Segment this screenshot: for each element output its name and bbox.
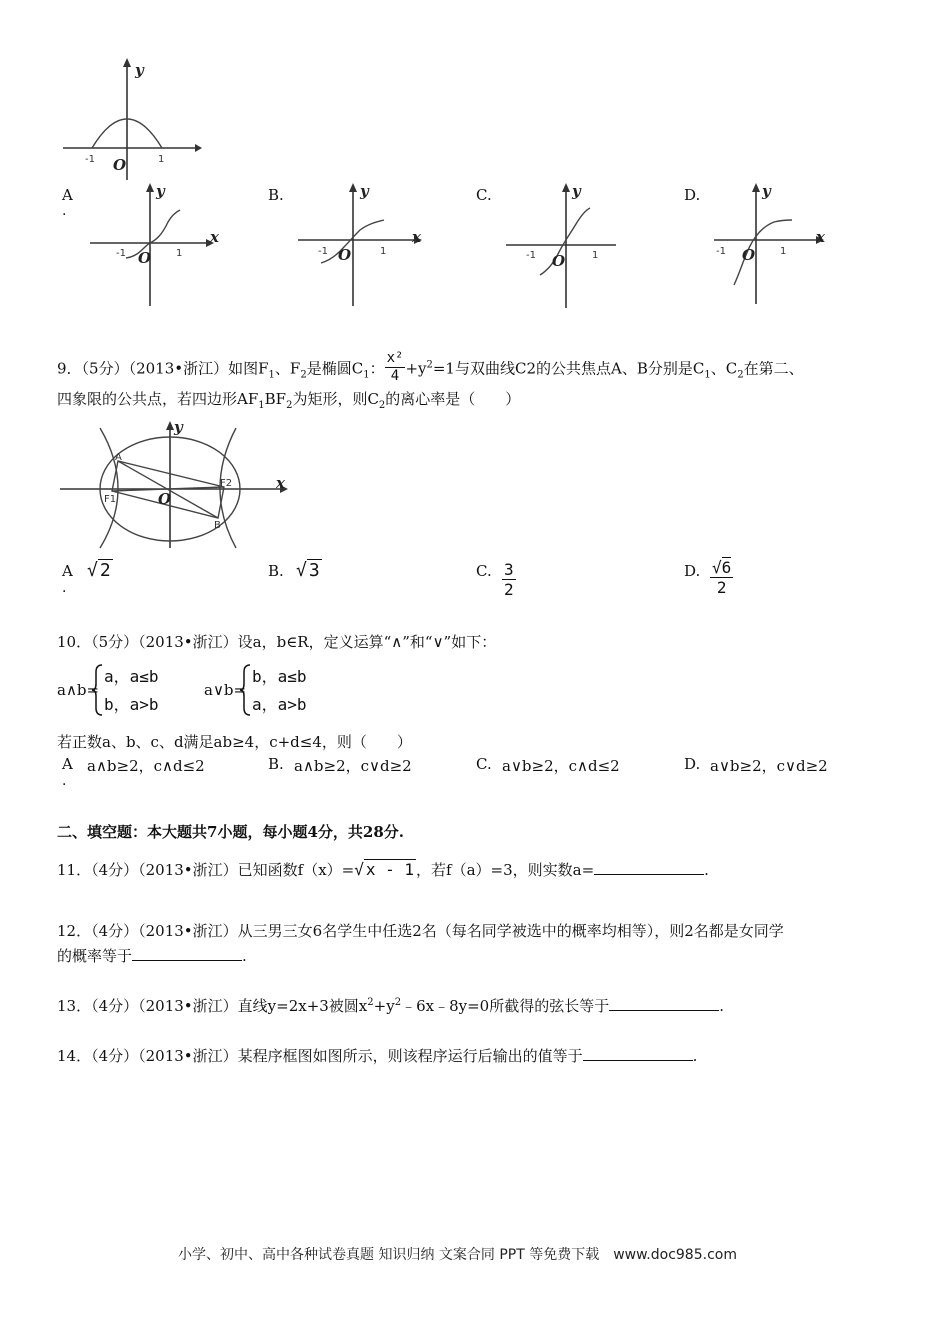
q9-ellipse-figure (58, 420, 298, 550)
y-axis-label: y (174, 418, 183, 436)
q12-stem-line2: 的概率等于 . (57, 947, 247, 965)
q10-option-a-text: a∧b≥2，c∧d≤2 (87, 757, 205, 775)
y-axis-label: y (135, 61, 144, 79)
q8-main-graph (55, 55, 205, 185)
q8-option-a-letter: A (62, 186, 73, 204)
q9-option-c-value: $\frac{3}{2}$ (504, 560, 514, 599)
tick-one: 1 (780, 246, 787, 257)
point-f2-label: F2 (220, 478, 233, 489)
tick-neg-one: -1 (116, 248, 126, 259)
q8-option-b-graph (296, 180, 431, 310)
point-a-label: A (115, 452, 122, 463)
q10-or-case1: b，a≤b (252, 667, 307, 686)
q9-option-c-letter: C. (476, 562, 492, 580)
q10-or-brace (240, 664, 252, 716)
q8-option-a-dot: . (62, 203, 67, 219)
y-axis-label: y (156, 182, 165, 200)
q12-answer-blank[interactable] (132, 946, 242, 961)
x-axis-label: x (210, 228, 219, 246)
q8-option-b-letter: B. (268, 186, 284, 204)
q8-option-d-letter: D. (684, 186, 701, 204)
tick-neg-one: -1 (85, 154, 95, 165)
q14-stem: 14．（4分）（2013•浙江）某程序框图如图所示，则该程序运行后输出的值等于 . (57, 1047, 698, 1065)
tick-one: 1 (158, 154, 165, 165)
q9-frac-den: 4 (385, 367, 406, 385)
q10-option-a-dot: . (62, 773, 67, 789)
q9-stem-line2: 四象限的公共点，若四边形$AF_1BF_2$为矩形，则$C_2$的离心率是（ ） (57, 390, 521, 411)
x-axis-label: x (412, 228, 421, 246)
q10-option-c-letter: C. (476, 755, 492, 773)
section-2-heading: 二、填空题：本大题共7小题，每小题4分，共28分. (57, 823, 404, 841)
q10-option-d-letter: D. (684, 755, 701, 773)
y-axis-label: y (762, 182, 771, 200)
page-footer: 小学、初中、高中各种试卷真题 知识归纳 文案合同 PPT 等免费下载 www.doc985.com (178, 1247, 737, 1263)
q11-radicand: x - 1 (365, 860, 415, 879)
q8-option-d-graph (712, 180, 847, 310)
q14-answer-blank[interactable] (583, 1046, 693, 1061)
q10-option-b-text: a∧b≥2，c∨d≥2 (294, 757, 412, 775)
q13-answer-blank[interactable] (609, 996, 719, 1011)
q10-condition: 若正数a、b、c、d满足ab≥4，c+d≤4，则（ ） (57, 733, 412, 751)
origin-label: O (138, 249, 152, 267)
q9-option-a-dot: . (62, 580, 67, 596)
origin-label: O (552, 252, 566, 270)
q9-option-a-letter: A (62, 562, 73, 580)
origin-label: O (338, 246, 352, 264)
q10-and-case1: a，a≤b (104, 667, 159, 686)
tick-one: 1 (176, 248, 183, 259)
q8-option-a-graph (88, 180, 223, 310)
x-axis-label: x (816, 228, 825, 246)
q9-option-b-value: √ 3 (296, 560, 320, 581)
tick-one: 1 (592, 250, 599, 261)
q9-stem-line1: 9．（5分）（2013•浙江）如图$F_1$、$F_2$是椭圆$C_1$： $\frac{\text{x²}}{4}$ $+y^2=1$与双曲线C2的公共焦点A、B分别是$C_1$、$C_2$在第二、 (57, 350, 804, 384)
q10-and-brace (92, 664, 104, 716)
point-f1-label: F1 (104, 494, 117, 505)
q10-option-b-letter: B. (268, 755, 284, 773)
y-axis-label: y (572, 182, 581, 200)
q10-or-lhs: a∨b= (204, 681, 247, 699)
origin-label: O (113, 156, 127, 174)
origin-label: O (742, 246, 756, 264)
q9-option-d-letter: D. (684, 562, 701, 580)
tick-neg-one: -1 (318, 246, 328, 257)
q8-option-c-graph (504, 180, 639, 310)
q10-option-d-text: a∨b≥2，c∨d≥2 (710, 757, 828, 775)
tick-one: 1 (380, 246, 387, 257)
q10-option-c-text: a∨b≥2，c∧d≤2 (502, 757, 620, 775)
tick-neg-one: -1 (716, 246, 726, 257)
q10-and-lhs: a∧b= (57, 681, 100, 699)
q10-or-case2: a，a>b (252, 695, 307, 714)
q9-option-b-letter: B. (268, 562, 284, 580)
q13-stem: 13．（4分）（2013•浙江）直线y=2x+3被圆$x^2+y^2﹣6x﹣8y=0$所截得的弦长等于 . (57, 997, 724, 1015)
point-b-label: B (214, 520, 221, 531)
q12-stem-line1: 12．（4分）（2013•浙江）从三男三女6名学生中任选2名（每名同学被选中的概率均相等），则2名都是女同学 (57, 922, 784, 940)
tick-neg-one: -1 (526, 250, 536, 261)
y-axis-label: y (360, 182, 369, 200)
q10-stem: 10．（5分）（2013•浙江）设a，b∈R，定义运算“∧”和“∨”如下： (57, 633, 497, 651)
q8-option-c-letter: C. (476, 186, 492, 204)
origin-label: O (158, 490, 172, 508)
q9-option-d-value: $\frac{√6}{2}$ (712, 558, 732, 597)
q10-and-case2: b，a>b (104, 695, 159, 714)
q9-option-a-value: √ 2 (87, 560, 111, 581)
q10-option-a-letter: A (62, 755, 73, 773)
x-axis-label: x (276, 474, 285, 492)
q11-stem: 11．（4分）（2013•浙江）已知函数f（x）=√ x - 1 ，若f（a）=3，则实数a= . (57, 860, 709, 879)
q11-answer-blank[interactable] (594, 860, 704, 875)
q9-frac-num: x² (386, 350, 404, 366)
